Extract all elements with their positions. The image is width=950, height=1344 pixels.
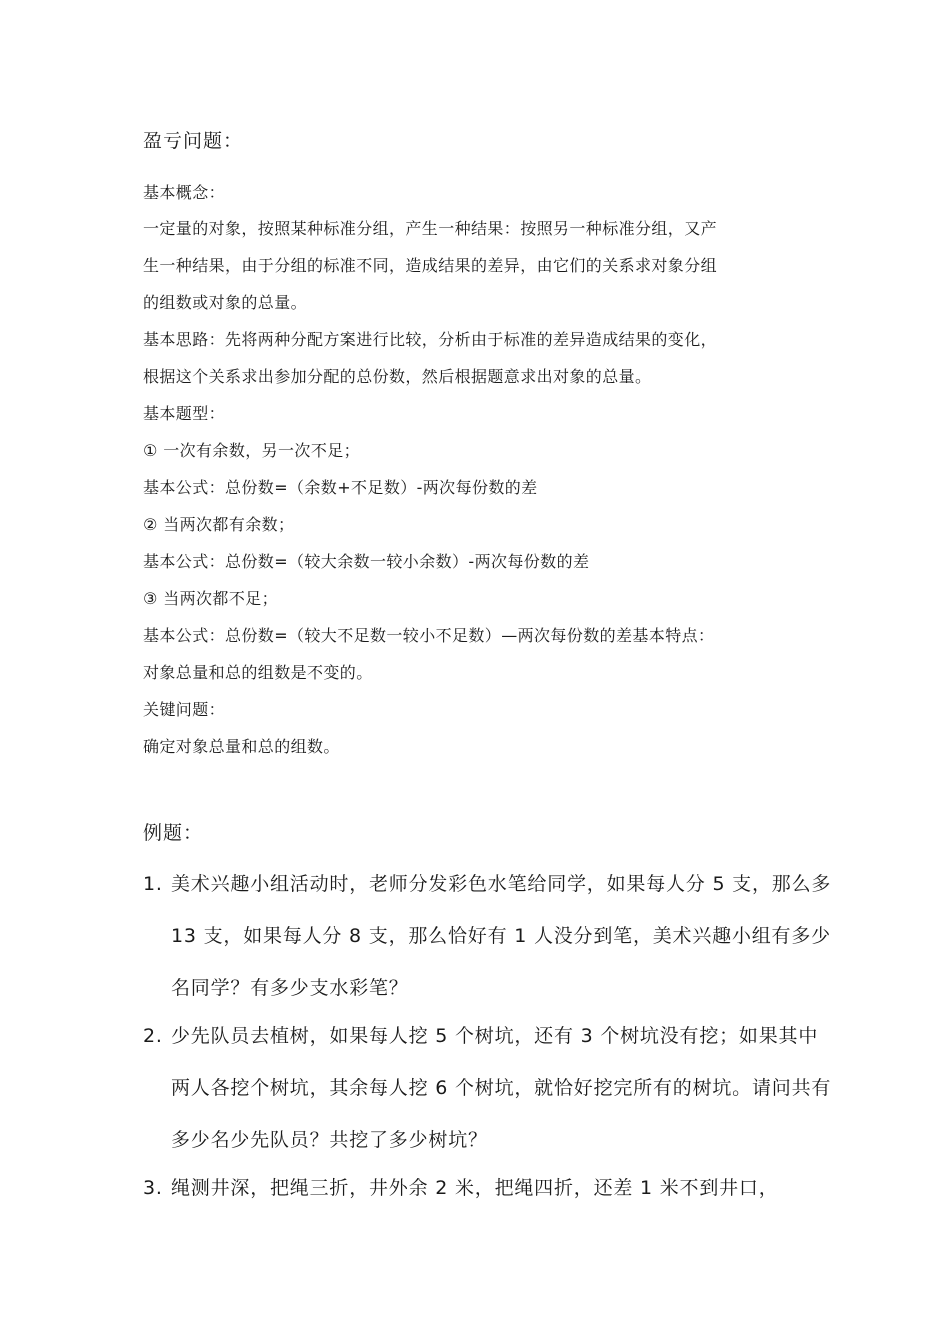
concept-text-line-3: 的组数或对象的总量。: [143, 293, 308, 312]
features-text: 对象总量和总的组数是不变的。: [143, 663, 373, 682]
examples-title: 例题：: [143, 822, 204, 844]
type-item-2: ② 当两次都有余数；: [143, 515, 295, 534]
example-item-2: [143, 1010, 833, 1166]
concept-text-line-2: 生一种结果，由于分组的标准不同，造成结果的差异，由它们的关系求对象分组: [143, 256, 718, 275]
formula-3: 基本公式：总份数=（较大不足数一较小不足数）—两次每份数的差基本特点：: [143, 626, 715, 645]
approach-text-line-2: 根据这个关系求出参加分配的总份数，然后根据题意求出对象的总量。: [143, 367, 652, 386]
example-number: 1.: [143, 873, 163, 895]
section-heading-key: 关键问题：: [143, 700, 226, 719]
example-item-3: [143, 1162, 833, 1214]
formula-2: 基本公式：总份数=（较大余数一较小余数）-两次每份数的差: [143, 552, 590, 571]
example-item-1: [143, 858, 833, 1014]
type-item-1: ① 一次有余数，另一次不足；: [143, 441, 361, 460]
example-text: 少先队员去植树，如果每人挖 5 个树坑，还有 3 个树坑没有挖；如果其中两人各挖个树坑，其余每人挖 6 个树坑，就恰好挖完所有的树坑。请问共有多少名少先队员？共挖了多少树坑？: [171, 1025, 832, 1151]
concept-text-line-1: 一定量的对象，按照某种标准分组，产生一种结果：按照另一种标准分组，又产: [143, 219, 718, 238]
page-title: 盈亏问题：: [143, 130, 244, 152]
type-item-3: ③ 当两次都不足；: [143, 589, 279, 608]
example-number: 2.: [143, 1025, 163, 1047]
example-text: 绳测井深，把绳三折，井外余 2 米，把绳四折，还差 1 米不到井口，: [171, 1177, 779, 1199]
section-heading-concept: 基本概念：: [143, 183, 226, 202]
section-heading-types: 基本题型：: [143, 404, 226, 423]
formula-1: 基本公式：总份数=（余数+不足数）-两次每份数的差: [143, 478, 538, 497]
key-text: 确定对象总量和总的组数。: [143, 737, 340, 756]
example-number: 3.: [143, 1177, 163, 1199]
approach-text-line-1: 基本思路：先将两种分配方案进行比较，分析由于标准的差异造成结果的变化，: [143, 330, 718, 349]
example-text: 美术兴趣小组活动时，老师分发彩色水笔给同学，如果每人分 5 支，那么多 13 支，如果每人分 8 支，那么恰好有 1 人没分到笔，美术兴趣小组有多少名同学？有多少支水彩笔？: [171, 873, 832, 999]
